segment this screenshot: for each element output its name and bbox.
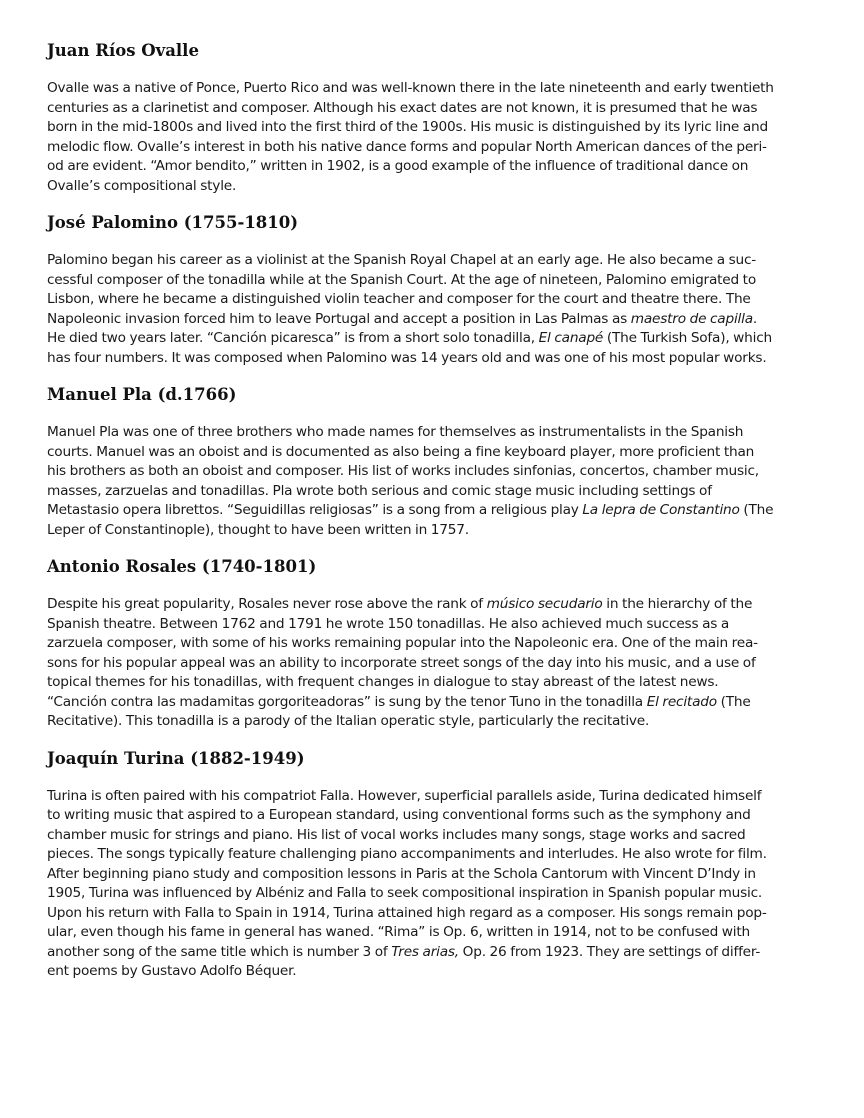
paragraph-line: has four numbers. It was composed when Palomino was 14 years old and was one of his most popular works. bbox=[47, 349, 767, 366]
section-paragraph bbox=[47, 595, 793, 732]
line-text: (The bbox=[716, 693, 751, 710]
paragraph-line: Recitative). This tonadilla is a parody of the Italian operatic style, particularly the recitative. bbox=[47, 713, 650, 729]
paragraph-line: Palomino began his career as a violinist at the Spanish Royal Chapel at an early age. He also became a suc- bbox=[47, 252, 757, 268]
section-heading: José Palomino (1755-1810) bbox=[47, 213, 299, 232]
paragraph-line: cessful composer of the tonadilla while at the Spanish Court. At the age of nineteen, Palomino emigrated to bbox=[47, 271, 756, 288]
section-heading: Juan Ríos Ovalle bbox=[47, 41, 199, 60]
paragraph-line: chamber music for strings and piano. His list of vocal works includes many songs, stage works and sacred bbox=[47, 826, 746, 843]
paragraph-line: Ovalle’s compositional style. bbox=[47, 177, 237, 194]
line-text: Napoleonic invasion forced him to leave Portugal and accept a position in Las Palmas as bbox=[47, 310, 631, 327]
paragraph-line: his brothers as both an oboist and composer. His list of works includes sinfonias, concertos, chamber music, bbox=[47, 463, 759, 479]
line-text: Metastasio opera librettos. “Seguidillas religiosas” is a song from a religious play bbox=[47, 502, 583, 518]
line-text: . bbox=[752, 310, 757, 327]
paragraph-line bbox=[47, 501, 793, 521]
paragraph-line bbox=[47, 693, 793, 713]
line-text: another song of the same title which is number 3 of bbox=[47, 943, 392, 960]
paragraph-line bbox=[47, 595, 793, 615]
line-text: Op. 26 from 1923. They are settings of differ- bbox=[458, 943, 761, 960]
italic-title: maestro de capilla bbox=[630, 310, 753, 327]
line-text: “Canción contra las madamitas gorgoriteadoras” is sung by the tenor Tuno in the tonadilla bbox=[47, 693, 647, 710]
paragraph-line bbox=[47, 310, 793, 330]
italic-title: La lepra de Constantino bbox=[582, 502, 740, 518]
italic-title: Tres arias, bbox=[391, 943, 459, 960]
paragraph-line: Leper of Constantinople), thought to have been written in 1757. bbox=[47, 521, 469, 538]
paragraph-line: sons for his popular appeal was an ability to incorporate street songs of the day into his music, and a use of bbox=[47, 654, 756, 671]
line-text: in the hierarchy of the bbox=[602, 596, 753, 612]
paragraph-line: Upon his return with Falla to Spain in 1914, Turina attained high regard as a composer. His songs remain pop- bbox=[47, 904, 767, 921]
section-heading: Manuel Pla (d.1766) bbox=[47, 385, 237, 404]
paragraph-line: zarzuela composer, with some of his works remaining popular into the Napoleonic era. One of the main rea- bbox=[47, 635, 758, 651]
section-paragraph bbox=[47, 423, 793, 540]
document-page bbox=[47, 41, 793, 999]
paragraph-line: 1905, Turina was influenced by Albéniz and Falla to seek compositional inspiration in Spanish popular music. bbox=[47, 885, 763, 901]
section-heading: Joaquín Turina (1882-1949) bbox=[47, 748, 305, 768]
paragraph-line: od are evident. “Amor bendito,” written in 1902, is a good example of the influence of traditional dance on bbox=[47, 158, 749, 174]
section-jose-palomino bbox=[47, 213, 793, 368]
paragraph-line: ent poems by Gustavo Adolfo Béquer. bbox=[47, 963, 297, 979]
paragraph-line: centuries as a clarinetist and composer. Although his exact dates are not known, it is presumed that he was bbox=[47, 99, 758, 116]
paragraph-line: Spanish theatre. Between 1762 and 1791 he wrote 150 tonadillas. He also achieved much success as a bbox=[47, 615, 730, 632]
italic-title: El canapé bbox=[538, 330, 604, 346]
paragraph-line bbox=[47, 943, 793, 963]
section-joaquin-turina bbox=[47, 749, 793, 982]
paragraph-line: Lisbon, where he became a distinguished violin teacher and composer for the court and theatre there. The bbox=[47, 291, 751, 307]
section-heading: Antonio Rosales (1740-1801) bbox=[47, 557, 317, 576]
paragraph-line: to writing music that aspired to a European standard, using conventional forms such as the symphony and bbox=[47, 807, 751, 823]
paragraph-line: masses, zarzuelas and tonadillas. Pla wrote both serious and comic stage music including settings of bbox=[47, 482, 712, 499]
paragraph-line: born in the mid-1800s and lived into the first third of the 1900s. His music is distinguished by its lyric line and bbox=[47, 119, 768, 135]
line-text: Despite his great popularity, Rosales never rose above the rank of bbox=[47, 596, 487, 612]
section-paragraph bbox=[47, 251, 793, 368]
italic-title: El recitado bbox=[646, 693, 717, 710]
paragraph-line: ular, even though his fame in general has waned. “Rima” is Op. 6, written in 1914, not to be confused with bbox=[47, 924, 750, 940]
paragraph-line: courts. Manuel was an oboist and is documented as also being a fine keyboard player, more proficient than bbox=[47, 443, 755, 460]
paragraph-line: Manuel Pla was one of three brothers who made names for themselves as instrumentalists in the Spanish bbox=[47, 424, 744, 440]
paragraph-line: After beginning piano study and composition lessons in Paris at the Schola Cantorum with Vincent D’Indy in bbox=[47, 865, 756, 882]
line-text: He died two years later. “Canción picaresca” is from a short solo tonadilla, bbox=[47, 330, 539, 346]
section-juan-rios-ovalle bbox=[47, 41, 793, 196]
paragraph-line: melodic flow. Ovalle’s interest in both his native dance forms and popular North American dances of the peri- bbox=[47, 138, 767, 155]
paragraph-line: topical themes for his tonadillas, with frequent changes in dialogue to stay abreast of the latest news. bbox=[47, 674, 719, 690]
section-paragraph bbox=[47, 79, 793, 196]
section-antonio-rosales bbox=[47, 557, 793, 732]
paragraph-line: pieces. The songs typically feature challenging piano accompaniments and interludes. He also wrote for film. bbox=[47, 846, 767, 862]
section-manuel-pla bbox=[47, 385, 793, 540]
line-text: (The Turkish Sofa), which bbox=[603, 330, 772, 346]
paragraph-line: Ovalle was a native of Ponce, Puerto Rico and was well-known there in the late nineteenth and early twentieth bbox=[47, 80, 774, 96]
paragraph-line: Turina is often paired with his compatriot Falla. However, superficial parallels aside, Turina dedicated himself bbox=[47, 787, 762, 804]
section-paragraph bbox=[47, 787, 793, 982]
paragraph-line bbox=[47, 329, 793, 349]
italic-term: músico secudario bbox=[486, 596, 603, 612]
line-text: (The bbox=[739, 502, 774, 518]
